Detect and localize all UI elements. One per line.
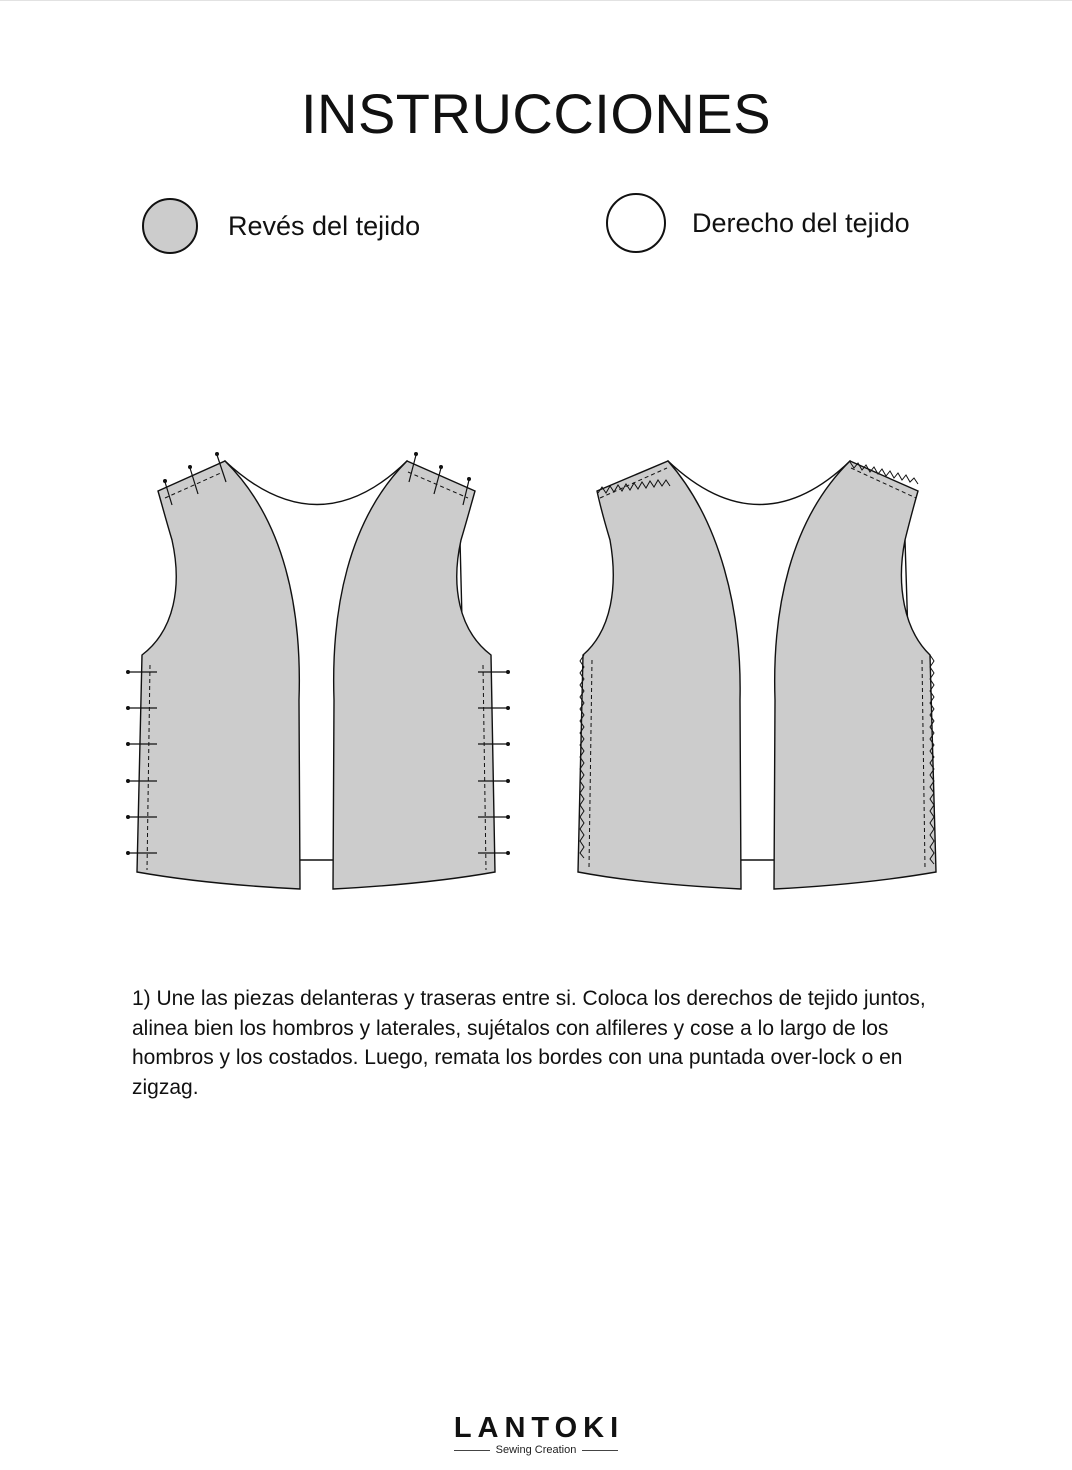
brand-name: LANTOKI [453, 1412, 625, 1444]
vest-pinned-figure [126, 452, 510, 889]
step-1-text: 1) Une las piezas delanteras y traseras entre si. Coloca los derechos de tejido juntos, alinea bien los hombros y laterales, sujétalos con alfileres y cose a lo largo de los hombros y los costados. Luego, remata los bordes con una puntada over-lock o en zigzag. [132, 987, 926, 1099]
wrong-side-swatch [142, 198, 198, 254]
vest-sewn-figure [578, 461, 936, 889]
legend-wrong-side [142, 198, 420, 254]
wrong-side-label: Revés del tejido [228, 210, 421, 241]
brand-logo [436, 1412, 636, 1456]
brand-tagline-row [436, 1444, 636, 1456]
top-rule [0, 0, 1072, 1]
right-side-swatch [606, 193, 666, 253]
page-title: INSTRUCCIONES [300, 82, 772, 145]
brand-divider-right [582, 1450, 618, 1451]
brand-divider-left [454, 1450, 490, 1451]
legend-right-side [606, 193, 910, 253]
vest-illustration [120, 445, 950, 905]
right-side-label: Derecho del tejido [692, 207, 910, 238]
brand-tagline: Sewing Creation [495, 1444, 577, 1456]
